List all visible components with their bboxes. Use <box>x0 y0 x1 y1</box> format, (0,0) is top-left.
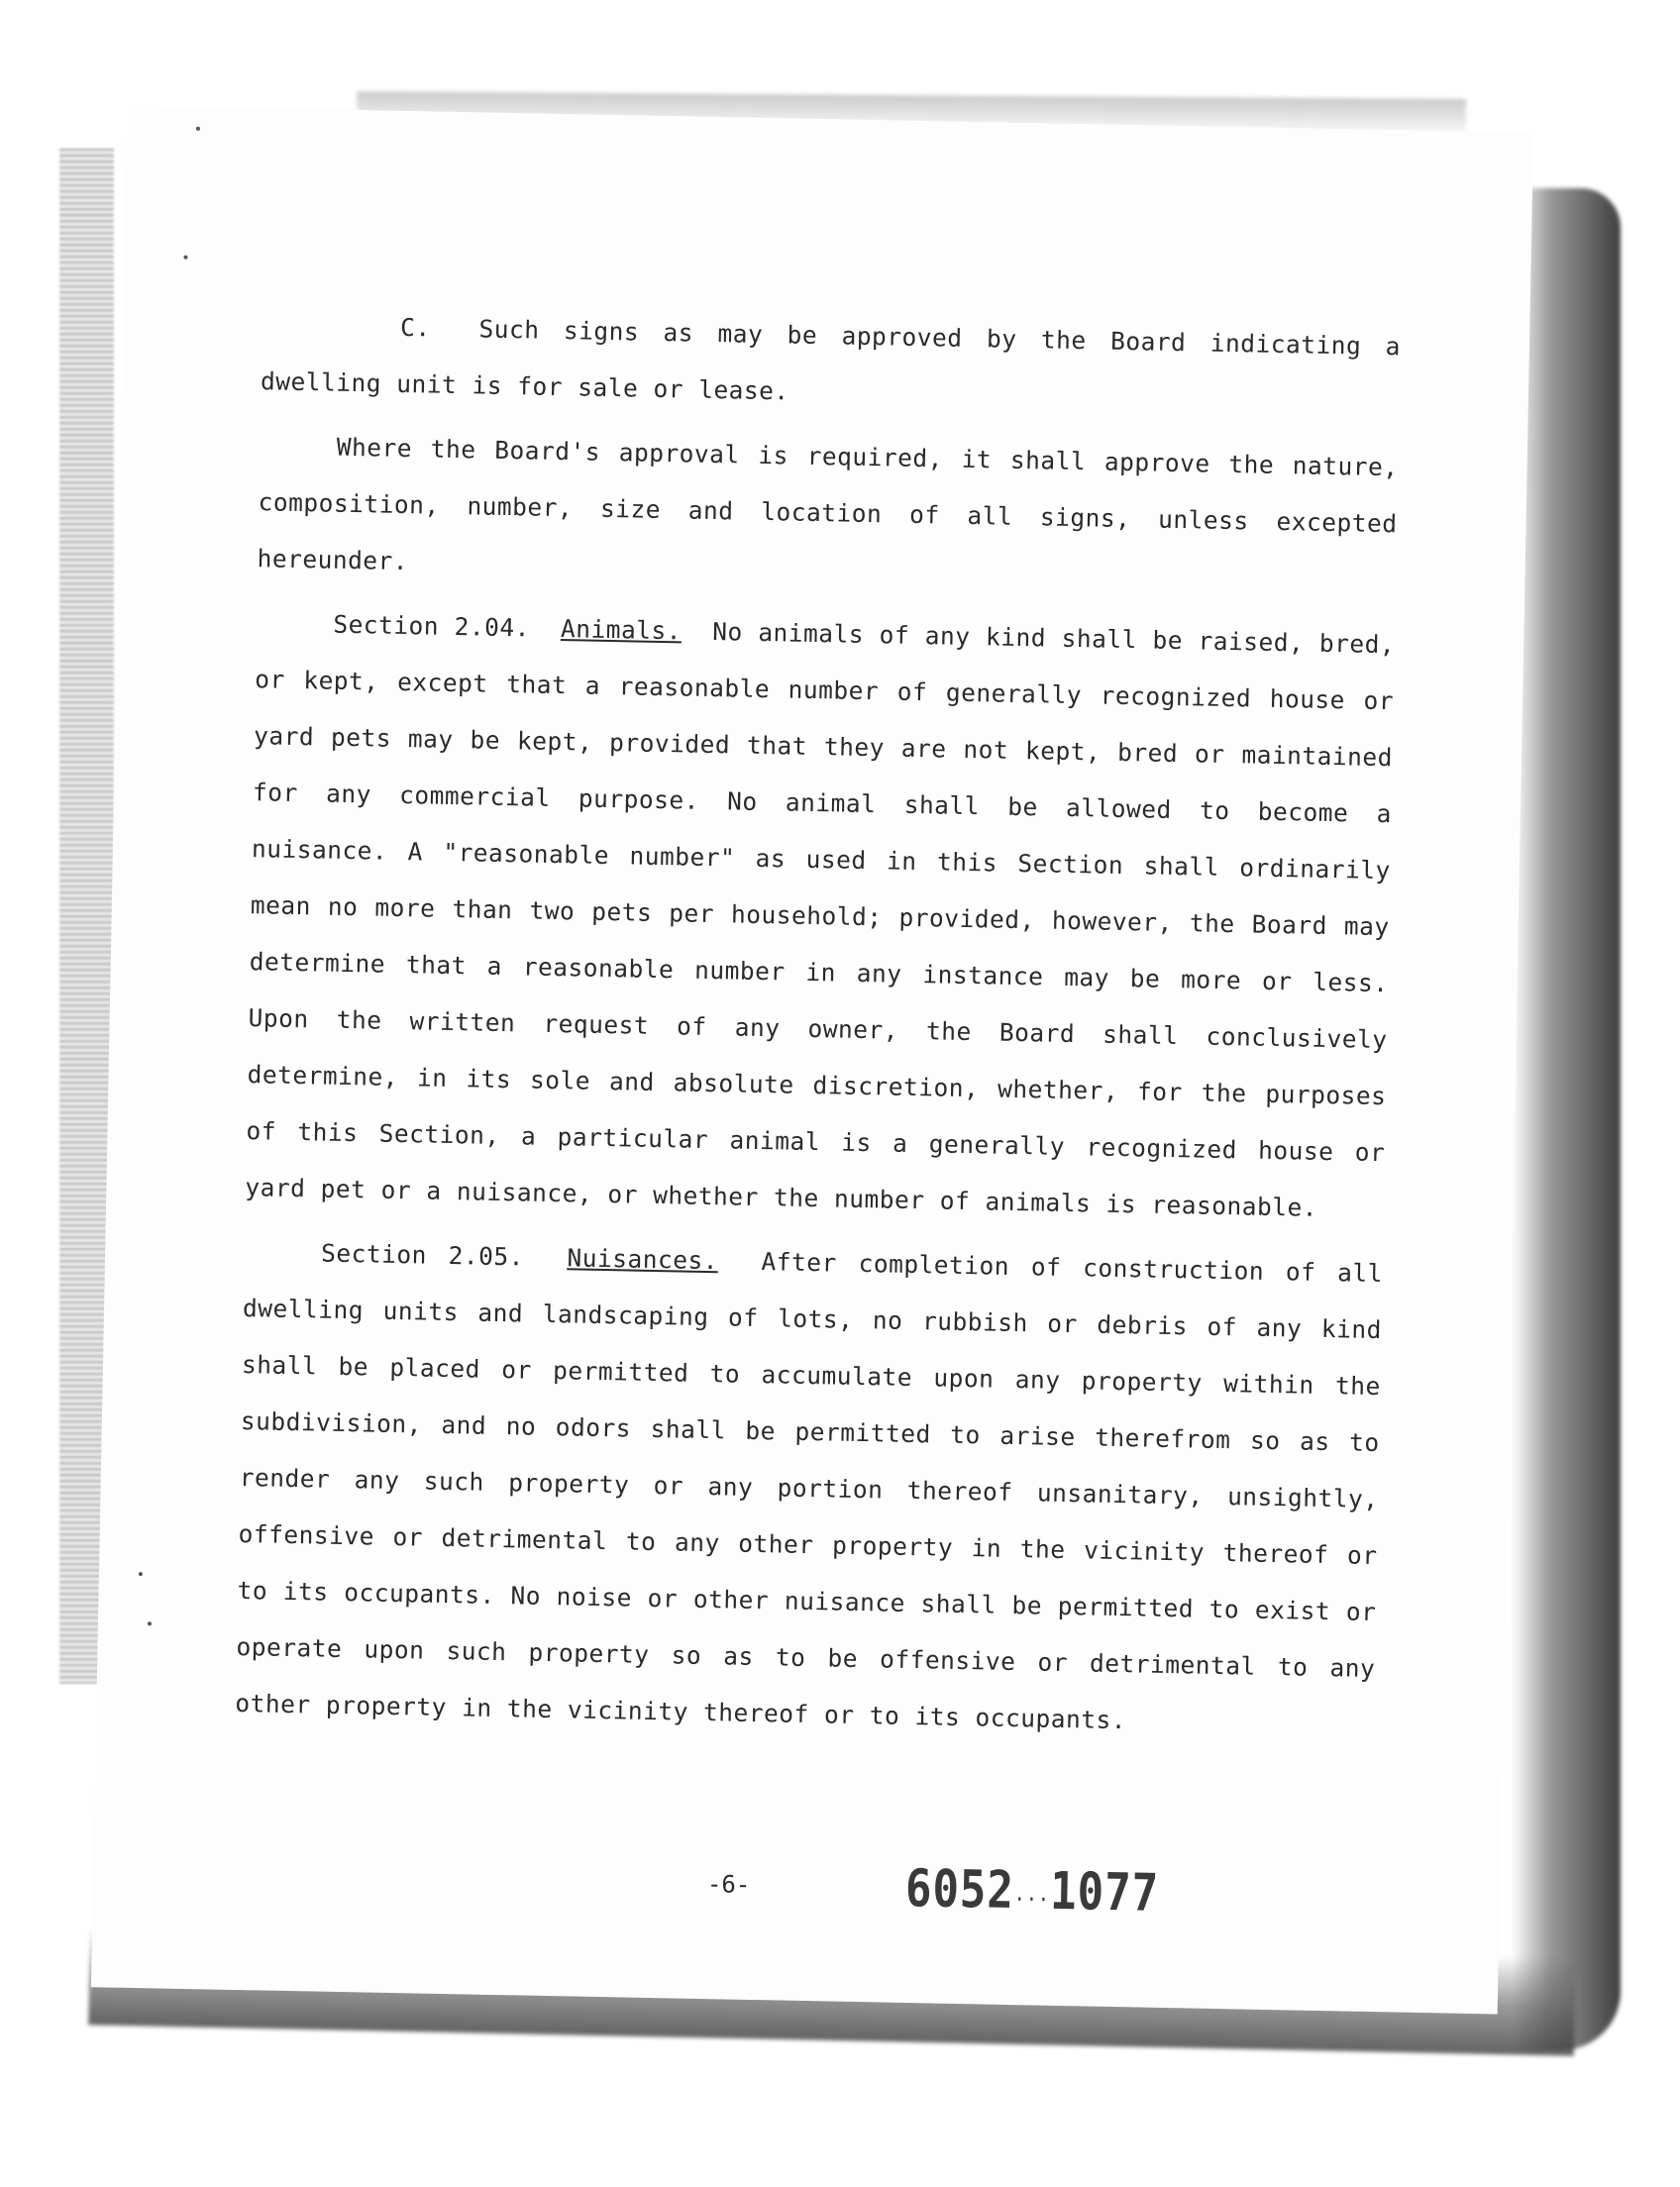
section-2-05-title: Nuisances. <box>567 1243 719 1276</box>
paragraph-section-2-05 <box>235 1223 1384 1753</box>
item-c-lead: C. <box>399 312 431 343</box>
stamp-page: 1077 <box>1049 1861 1160 1924</box>
scan-speck <box>196 127 200 131</box>
scanned-page <box>91 106 1533 2015</box>
paragraph-item-c <box>261 296 1402 431</box>
paragraph-board-approval <box>257 417 1399 608</box>
recording-stamp <box>904 1859 1159 1924</box>
stamp-separator: ... <box>1013 1881 1051 1908</box>
section-2-04-heading: Section 2.04. <box>333 609 531 643</box>
board-approval-text: Where the Board's approval is required, it shall approve the nature, composition, number, size and location of all signs, unless excepted hereunder. <box>257 432 1399 576</box>
scan-speck <box>148 1621 152 1625</box>
paragraph-section-2-04 <box>245 594 1396 1237</box>
section-2-04-text: No animals of any kind shall be raised, bred, or kept, except that a reasonable number of generally recognized house or yard pets may be kept, provided that they are not kept, bred or maintained for any commercial purpose. No animal shall be allowed to become a nuisance. A "reasonable number" as used in this Section shall ordinarily mean no more than two pets per household; provided, however, the Board may determine that a reasonable number in any instance may be more or less. Upon the written request of any owner, the Board shall conclusively determine, in its sole and absolute discretion, whether, for the purposes of this Section, a particular animal is a generally recognized house or yard pet or a nuisance, or whether the number of animals is reasonable. <box>245 616 1396 1222</box>
scan-shadow-right <box>1512 188 1621 2050</box>
item-c-text: Such signs as may be approved by the Board indicating a dwelling unit is for sale or lease. <box>260 314 1402 406</box>
scan-speck <box>183 256 187 260</box>
section-2-05-heading: Section 2.05. <box>320 1238 525 1272</box>
scan-speck <box>139 1572 143 1576</box>
page-number: -6- <box>706 1870 751 1899</box>
document-body <box>235 296 1402 1761</box>
stamp-book: 6052 <box>904 1858 1015 1922</box>
section-2-05-text: After completion of construction of all dwelling units and landscaping of lots, no rubbish or debris of any kind shall be placed or permitted to accumulate upon any property within the subdivision, and no odors shall be permitted to arise therefrom so as to render any such property or any portion thereof unsanitary, unsightly, offensive or detrimental to any other property in the vicinity thereof or to its occupants. No noise or other nuisance shall be permitted to exist or operate upon such property so as to be offensive or detrimental to any other property in the vicinity thereof or to its occupants. <box>235 1247 1384 1735</box>
section-2-04-title: Animals. <box>560 614 682 646</box>
